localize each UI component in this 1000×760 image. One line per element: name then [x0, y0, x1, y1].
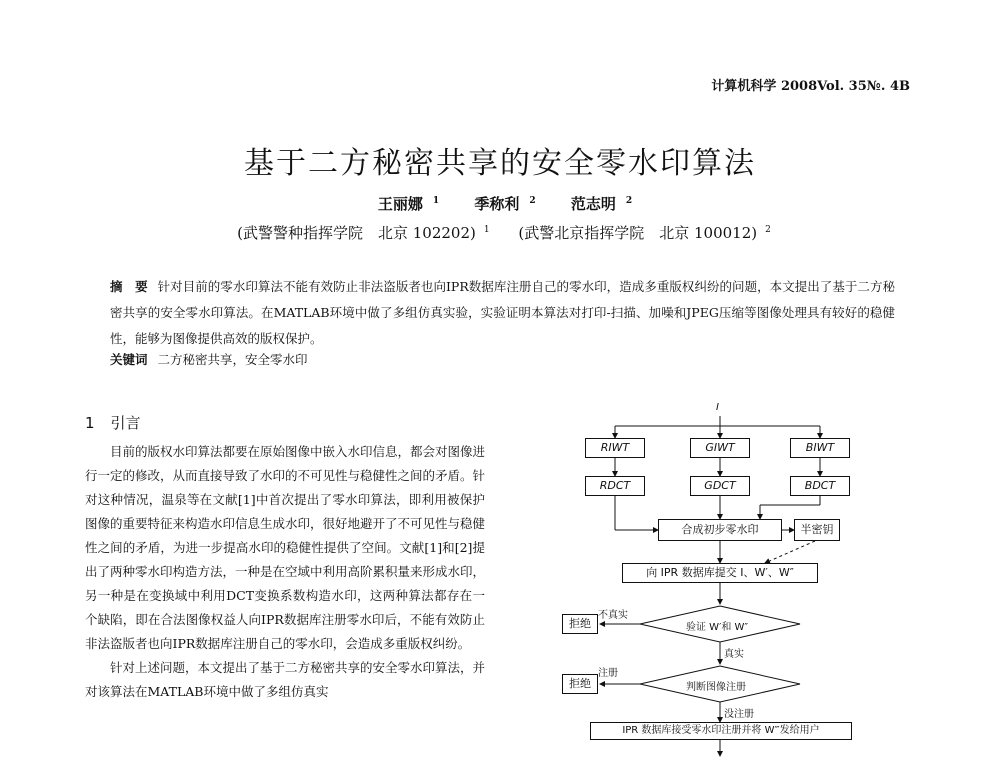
- rdct-box: RDCT: [585, 476, 645, 496]
- author: [368, 195, 439, 213]
- reject-box: 拒绝: [562, 674, 598, 694]
- author-mark: 2: [625, 196, 633, 206]
- giwt-box: GIWT: [690, 438, 750, 458]
- affiliation-mark: 1: [483, 225, 490, 235]
- key-box: 半密钥: [794, 519, 840, 541]
- not-registered-label: 没注册: [724, 709, 754, 720]
- author-mark: 2: [529, 196, 536, 206]
- abstract-label: 摘 要: [110, 279, 148, 294]
- submit-box: 向 IPR 数据库提交 I、W′、W″: [622, 563, 818, 583]
- affiliation-mark: 2: [765, 225, 771, 235]
- registered-label: 注册: [598, 668, 618, 679]
- abstract: [110, 274, 895, 352]
- gdct-box: GDCT: [690, 476, 750, 496]
- journal-header: 计算机科学 2008Vol. 35№. 4B: [711, 79, 910, 94]
- keywords: [110, 350, 308, 368]
- paper-title: 基于二方秘密共享的安全零水印算法: [244, 146, 756, 181]
- affiliation-line: [0, 222, 1000, 243]
- author-name: 季称利: [474, 195, 520, 213]
- reject-box: 拒绝: [562, 614, 598, 634]
- keywords-label: 关键词: [110, 352, 148, 367]
- author: [464, 195, 535, 213]
- paragraph: 目前的版权水印算法都要在原始图像中嵌入水印信息，都会对图像进行一定的修改，从而直接导致了水印的不可见性与稳健性之间的矛盾。针对这种情况，温泉等在文献[1]中首次提出了零水印算法，即利用被保护图像的重要特征来构造水印信息生成水印，很好地避开了不可见性与稳健性之间的矛盾，为进一步提高水印的稳健性提供了空间。文献[1]和[2]提出了两种零水印构造方法，一种是在空域中利用高阶累积量来形成水印，另一种是在变换域中利用DCT变换系数构造水印，这两种算法都存在一个缺陷，即在合法图像权益人向IPR数据库注册零水印后，不能有效防止非法盗版者也向IPR数据库注册自己的零水印，会造成多重版权纠纷。: [85, 444, 486, 651]
- paragraph: 针对上述问题，本文提出了基于二方秘密共享的安全零水印算法，并对该算法在MATLAB环境中做了多组仿真实: [85, 660, 486, 699]
- biwt-box: BIWT: [790, 438, 850, 458]
- bdct-box: BDCT: [790, 476, 850, 496]
- verify-label: 验证 W′和 W″: [686, 622, 749, 633]
- author-list: [0, 193, 1000, 214]
- author: [561, 195, 632, 213]
- affiliation: [510, 224, 770, 242]
- author-mark: 1: [432, 196, 440, 206]
- affiliation: [229, 224, 489, 242]
- input-label: I: [716, 402, 719, 413]
- not-true-label: 不真实: [598, 610, 628, 621]
- section-number: 1: [85, 414, 95, 432]
- section-heading: [85, 412, 157, 433]
- accept-box: IPR 数据库接受零水印注册并将 W‴发给用户: [590, 722, 852, 740]
- flowchart: [560, 400, 880, 760]
- author-name: 范志明: [570, 195, 616, 213]
- abstract-text: 针对目前的零水印算法不能有效防止非法盗版者也向IPR数据库注册自己的零水印，造成多重版权纠纷的问题，本文提出了基于二方秘密共享的安全零水印算法。在MATLAB环境中做了多组仿真实验，实验证明本算法对打印-扫描、加噪和JPEG压缩等图像处理具有较好的稳健性，能够为图像提供高效的版权保护。: [110, 279, 895, 346]
- section-title: 引言: [110, 414, 141, 432]
- author-name: 王丽娜: [377, 195, 423, 213]
- judge-label: 判断图像注册: [686, 682, 746, 693]
- keywords-text: 二方秘密共享，安全零水印: [157, 352, 308, 367]
- affiliation-text: (武警警种指挥学院 北京 102202): [237, 224, 476, 242]
- combine-box: 合成初步零水印: [658, 519, 782, 541]
- true-label: 真实: [724, 649, 744, 660]
- body-text: [85, 440, 485, 704]
- affiliation-text: (武警北京指挥学院 北京 100012): [518, 224, 758, 242]
- riwt-box: RIWT: [585, 438, 645, 458]
